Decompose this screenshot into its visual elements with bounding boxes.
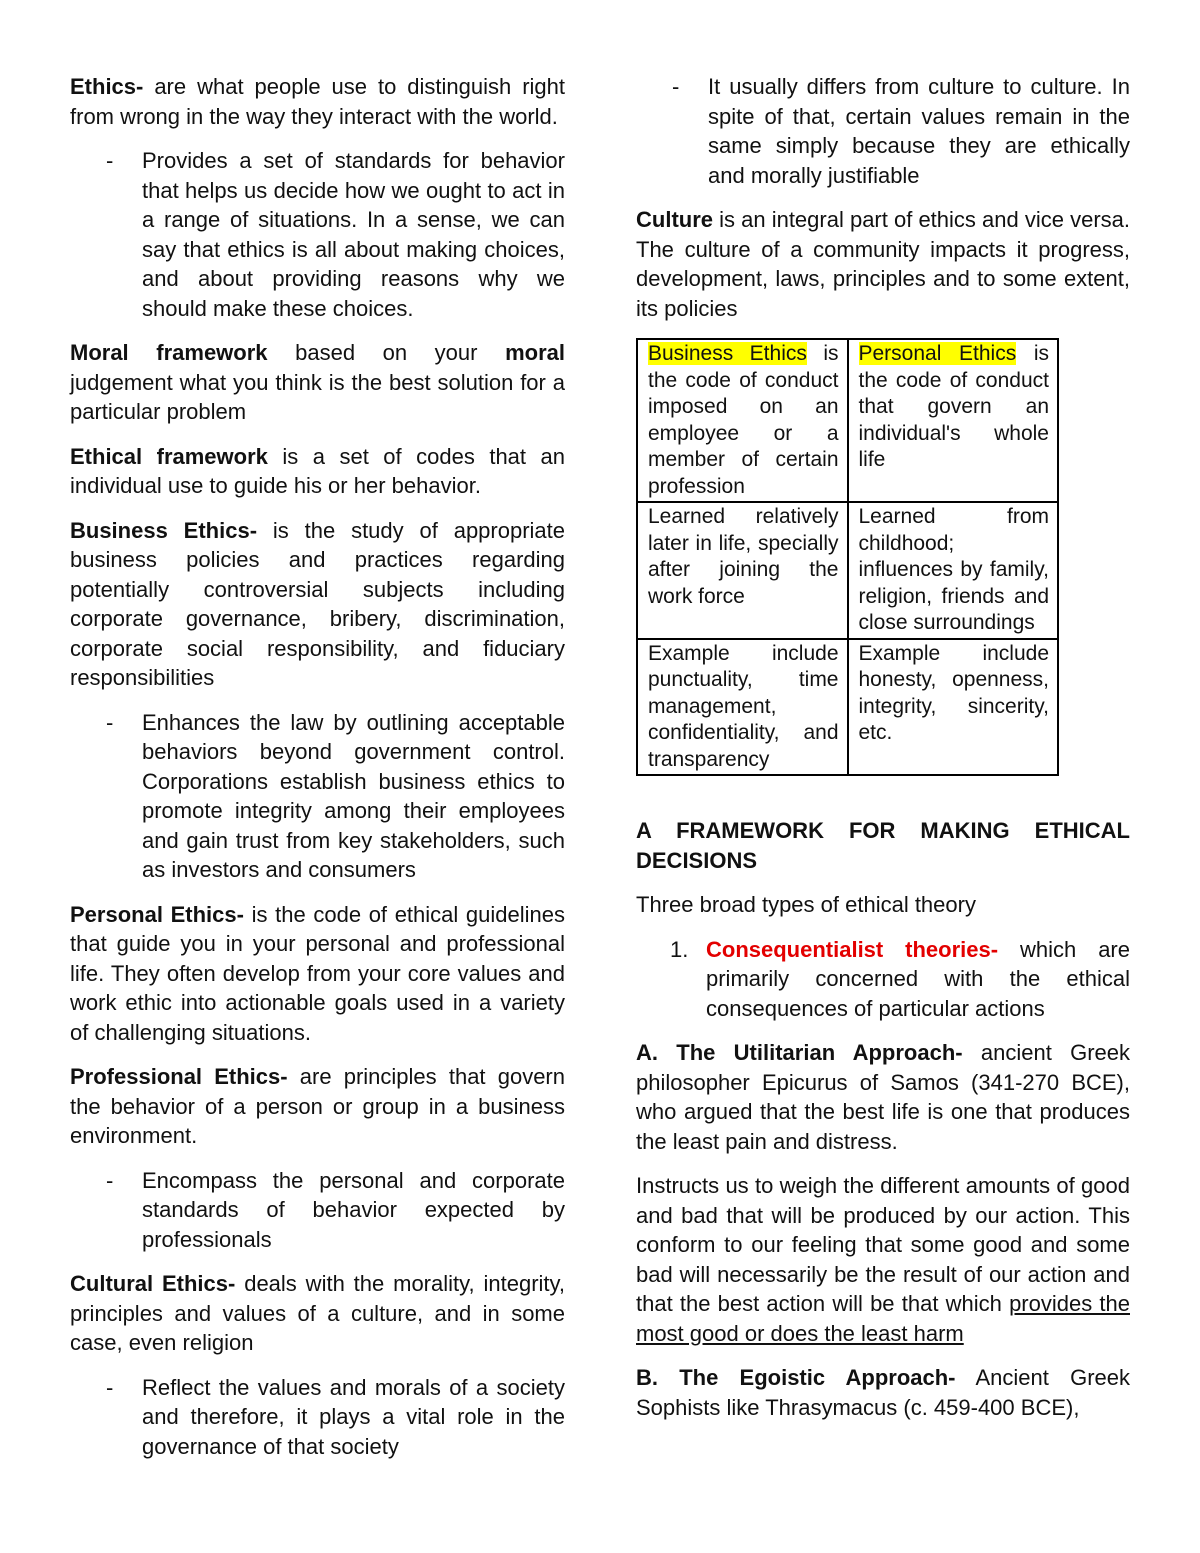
framework-heading: A FRAMEWORK FOR MAKING ETHICAL DECISIONS bbox=[636, 818, 1130, 873]
dash-marker: - bbox=[106, 148, 114, 173]
ethics-term: Ethics- bbox=[70, 74, 144, 99]
table-cell-personal bbox=[848, 339, 1059, 502]
business-ethics-term: Business Ethics- bbox=[70, 517, 258, 543]
table-cell-business-examples: Example include punctuality, time management, confidentiality, and transparency bbox=[637, 639, 848, 776]
three-types-text: Three broad types of ethical theory bbox=[636, 892, 976, 917]
cultural-ethics-bullet-text: Reflect the values and morals of a society and therefore, it plays a vital role in the governance of that society bbox=[142, 1374, 565, 1459]
culture-bullet-text: It usually differs from culture to culture. In spite of that, certain values remain in the same simply because they are ethically and morally justifiable bbox=[708, 74, 1130, 188]
ethics-bullet bbox=[70, 146, 565, 323]
table-cell-personal-examples: Example include honesty, openness, integrity, sincerity, etc. bbox=[848, 639, 1059, 776]
dash-marker: - bbox=[106, 709, 114, 735]
utilitarian-term: A. The Utilitarian Approach- bbox=[636, 1040, 963, 1065]
personal-ethics-cell-text: is the code of conduct that govern an individual's whole life bbox=[858, 342, 1049, 471]
consequentialist-definition: which are primarily concerned with the ethical consequences of particular actions bbox=[706, 936, 1130, 1021]
moral-framework-term: Moral framework bbox=[70, 340, 268, 365]
business-ethics-paragraph bbox=[70, 516, 565, 693]
business-ethics-highlight: Business Ethics bbox=[648, 342, 807, 365]
ethical-framework-definition: is a set of codes that an individual use to guide his or her behavior. bbox=[70, 443, 565, 498]
moral-framework-definition: judgement what you think is the best solution for a particular problem bbox=[70, 369, 565, 424]
culture-term: Culture bbox=[636, 207, 713, 232]
cultural-ethics-paragraph bbox=[70, 1269, 565, 1358]
ethical-framework-paragraph bbox=[70, 442, 565, 501]
business-ethics-cell-text: is the code of conduct imposed on an employee or a member of certain profession bbox=[648, 342, 839, 498]
business-ethics-bullet bbox=[70, 708, 565, 885]
personal-ethics-term: Personal Ethics- bbox=[70, 901, 244, 927]
culture-bullet bbox=[636, 72, 1130, 190]
table-cell-business-learned: Learned relatively later in life, specially after joining the work force bbox=[637, 502, 848, 639]
table-row bbox=[637, 339, 1058, 502]
utilitarian-definition: ancient Greek philosopher Epicurus of Samos (341-270 BCE), who argued that the best life is one that produces the least pain and distress. bbox=[636, 1040, 1131, 1154]
left-column bbox=[70, 72, 565, 1476]
ethical-framework-term: Ethical framework bbox=[70, 443, 268, 469]
business-ethics-definition: is the study of appropriate business policies and practices regarding potentially controversial subjects including corporate governance, bribery, discrimination, corporate social responsibility, and fiduciary responsibilities bbox=[70, 517, 566, 690]
instructs-underlined: provides the most good or does the least harm bbox=[636, 1291, 1130, 1346]
table-row bbox=[637, 502, 1058, 639]
ethics-definition: are what people use to distinguish right from wrong in the way they interact with the world. bbox=[70, 74, 565, 129]
moral-mid-text: based on your bbox=[267, 340, 506, 365]
instructs-text: Instructs us to weigh the different amounts of good and bad that will be produced by our action. This conform to our feeling that some good and some bad will necessarily be the result of our action and that the best action will be that which bbox=[636, 1173, 1130, 1316]
egoistic-definition: Ancient Greek Sophists like Thrasymacus (c. 459-400 BCE), bbox=[636, 1365, 1130, 1420]
personal-ethics-definition: is the code of ethical guidelines that guide you in your personal and professional life. They often develop from your core values and work ethic into actionable goals used in a variety of challenging situations. bbox=[70, 901, 566, 1045]
item-number: 1. bbox=[670, 936, 689, 962]
egoistic-paragraph bbox=[636, 1363, 1130, 1422]
right-column bbox=[636, 72, 1130, 1437]
moral-word: moral bbox=[505, 340, 565, 365]
table-row bbox=[637, 639, 1058, 776]
professional-ethics-paragraph bbox=[70, 1062, 565, 1151]
cultural-ethics-bullet bbox=[70, 1373, 565, 1462]
dash-marker: - bbox=[106, 1167, 114, 1193]
numbered-item-1 bbox=[636, 935, 1130, 1024]
cultural-ethics-term: Cultural Ethics- bbox=[70, 1271, 236, 1296]
dash-marker: - bbox=[672, 74, 680, 99]
instructs-paragraph bbox=[636, 1171, 1130, 1348]
moral-framework-paragraph bbox=[70, 338, 565, 427]
ethics-paragraph bbox=[70, 72, 565, 131]
professional-ethics-bullet bbox=[70, 1166, 565, 1255]
consequentialist-term: Consequentialist theories- bbox=[706, 936, 999, 962]
egoistic-term: B. The Egoistic Approach- bbox=[636, 1365, 956, 1390]
dash-marker: - bbox=[106, 1374, 114, 1400]
culture-definition: is an integral part of ethics and vice versa. The culture of a community impacts it progress, development, laws, principles and to some extent, its policies bbox=[636, 207, 1130, 321]
ethics-comparison-table bbox=[636, 338, 1059, 776]
table-cell-business bbox=[637, 339, 848, 502]
utilitarian-paragraph bbox=[636, 1038, 1130, 1156]
culture-paragraph bbox=[636, 205, 1130, 323]
professional-ethics-bullet-text: Encompass the personal and corporate standards of behavior expected by professionals bbox=[142, 1167, 565, 1252]
personal-ethics-highlight: Personal Ethics bbox=[858, 342, 1017, 365]
table-cell-personal-learned: Learned from childhood; influences by family, religion, friends and close surroundings bbox=[848, 502, 1059, 639]
professional-ethics-term: Professional Ethics- bbox=[70, 1064, 288, 1089]
personal-ethics-paragraph bbox=[70, 900, 565, 1048]
professional-ethics-definition: are principles that govern the behavior of a person or group in a business environment. bbox=[70, 1064, 565, 1148]
cultural-ethics-definition: deals with the morality, integrity, principles and values of a culture, and in some case, even religion bbox=[70, 1271, 565, 1355]
ethics-bullet-text: Provides a set of standards for behavior that helps us decide how we ought to act in a range of situations. In a sense, we can say that ethics is all about making choices, and about providing reasons why we should make these choices. bbox=[142, 148, 565, 321]
business-ethics-bullet-text: Enhances the law by outlining acceptable behaviors beyond government control. Corporations establish business ethics to promote integrity among their employees and gain trust from key stakeholders, such as investors and consumers bbox=[142, 709, 565, 882]
